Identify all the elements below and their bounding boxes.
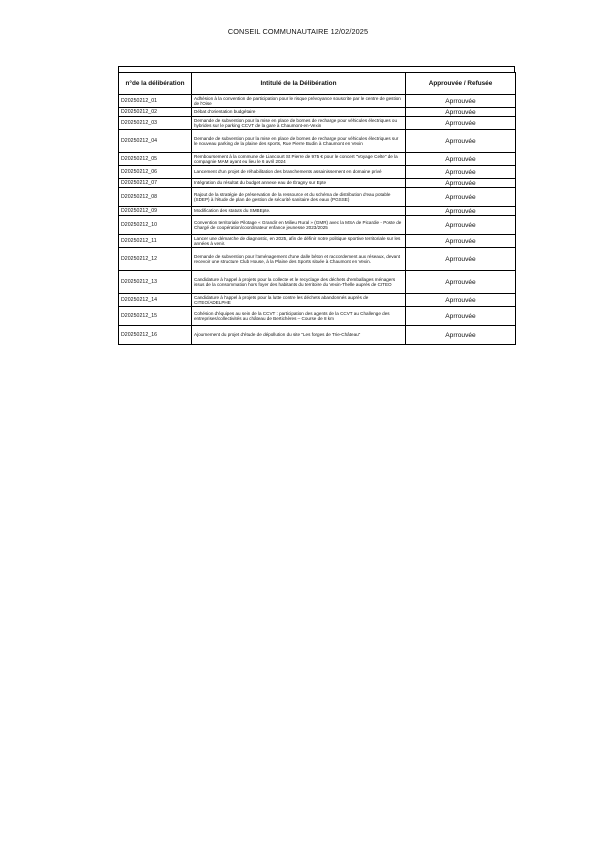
deliberation-title: Lancer une démarche de diagnostic, en 2025, afin de définir notre politique sportive territoriale sur les années à venir. [192,235,406,248]
deliberation-title: Candidature à l'appel à projets pour la lutte contre les déchets abandonnés auprès de CITEO/ADELPHE [192,294,406,307]
deliberation-number: D20250212_09 [119,207,192,216]
deliberation-number: D20250212_05 [119,153,192,166]
deliberation-title: Rajout de la stratégie de préservation de la ressource et du schéma de distribution d'eau potable (SDEP) à l'étude de plan de gestion de sécurité sanitaire des eaux (PGSSE) [192,188,406,207]
approval-status: Aprrouvée [406,188,516,207]
approval-status: Aprrouvée [406,248,516,271]
deliberation-number: D20250212_08 [119,188,192,207]
deliberation-title: Modification des statuts du SMBEpte. [192,207,406,216]
table-row [119,294,516,307]
deliberations-table [118,72,516,345]
deliberation-title: Ajournement du projet d'étude de dépollution du site "Les forges de Trie-Château" [192,326,406,345]
approval-status: Aprrouvée [406,179,516,188]
deliberation-number: D20250212_01 [119,95,192,108]
table-row [119,207,516,216]
deliberation-title: Cohésion d'équipes au sein de la CCVT : participation des agents de la CCVT au Challenge des entreprises/collectivités au château de Bertichères – Course de 8 km [192,307,406,326]
deliberation-title: Demande de subvention pour l'aménagement d'une dalle béton et raccordement aux réseaux, devant recevoir une structure Club House, à la Plaine des Sports située à Chaumont en Vexin. [192,248,406,271]
deliberation-title: Débat d'orientation budgétaire [192,108,406,117]
deliberation-number: D20250212_07 [119,179,192,188]
table-row [119,108,516,117]
approval-status: Aprrouvée [406,108,516,117]
document-title: CONSEIL COMMUNAUTAIRE 12/02/2025 [227,27,369,36]
deliberation-number: D20250212_14 [119,294,192,307]
deliberation-title: Lancement d'un projet de réhabilitation des branchements assainissement en domaine privé [192,166,406,179]
deliberation-title: Demande de subvention pour la mise en place de bornes de recharge pour véhicules électriques sur le nouveau parking de la plaine des sports, Rue Pierre Budin à Chaumont en Vexin [192,130,406,153]
header-approval-status: Approuvée / Refusée [406,73,516,95]
header-deliberation-number: n°de la délibération [119,73,192,95]
deliberation-number: D20250212_13 [119,271,192,294]
deliberation-number: D20250212_12 [119,248,192,271]
table-row [119,179,516,188]
table-row [119,153,516,166]
table-row [119,95,516,108]
deliberation-title: Convention territoriale Pilotage « Grandir en Milieu Rural » (GMR) avec la MSA de Picardie - Poste de Chargé de coopération/coordinateur enfance jeunesse 2023/2025 [192,216,406,235]
table-row [119,130,516,153]
deliberation-number: D20250212_16 [119,326,192,345]
deliberation-number: D20250212_04 [119,130,192,153]
approval-status: Aprrouvée [406,95,516,108]
deliberation-number: D20250212_06 [119,166,192,179]
deliberation-title: Demande de subvention pour la mise en place de bornes de recharge pour véhicules électriques ou hybrides sur le parking CCVT de la gare à Chaumont-en-Vexin [192,117,406,130]
table-header-row [119,73,516,95]
table-row [119,216,516,235]
table-row [119,117,516,130]
approval-status: Aprrouvée [406,166,516,179]
table-row [119,326,516,345]
deliberation-title: Intégration du résultat du budget annexe eau de Éragny sur Epte [192,179,406,188]
approval-status: Aprrouvée [406,130,516,153]
approval-status: Aprrouvée [406,271,516,294]
table-row [119,188,516,207]
deliberation-number: D20250212_03 [119,117,192,130]
table-row [119,248,516,271]
approval-status: Aprrouvée [406,294,516,307]
approval-status: Aprrouvée [406,235,516,248]
table-row [119,235,516,248]
deliberation-title: Adhésion à la convention de participation pour le risque prévoyance souscrite par le centre de gestion de l'Oise [192,95,406,108]
deliberation-title: Candidature à l'appel à projets pour la collecte et le recyclage des déchets d'emballages ménagers issus de la consommation hors foyer des habitants du territoire du Vexin-Thelle auprès de CITEO [192,271,406,294]
approval-status: Aprrouvée [406,153,516,166]
table-row [119,271,516,294]
approval-status: Aprrouvée [406,117,516,130]
header-deliberation-title: Intitulé de la Délibération [192,73,406,95]
approval-status: Aprrouvée [406,216,516,235]
deliberation-number: D20250212_10 [119,216,192,235]
deliberation-title: Remboursement à la commune de Liancourt St Pierre de 975 € pour le concert "Voyage Celte" de la compagnie MAM ayant eu lieu le 6 avril 2024 [192,153,406,166]
approval-status: Aprrouvée [406,307,516,326]
table-row [119,307,516,326]
deliberation-number: D20250212_11 [119,235,192,248]
approval-status: Aprrouvée [406,207,516,216]
deliberation-number: D20250212_02 [119,108,192,117]
approval-status: Aprrouvée [406,326,516,345]
deliberation-number: D20250212_15 [119,307,192,326]
table-row [119,166,516,179]
